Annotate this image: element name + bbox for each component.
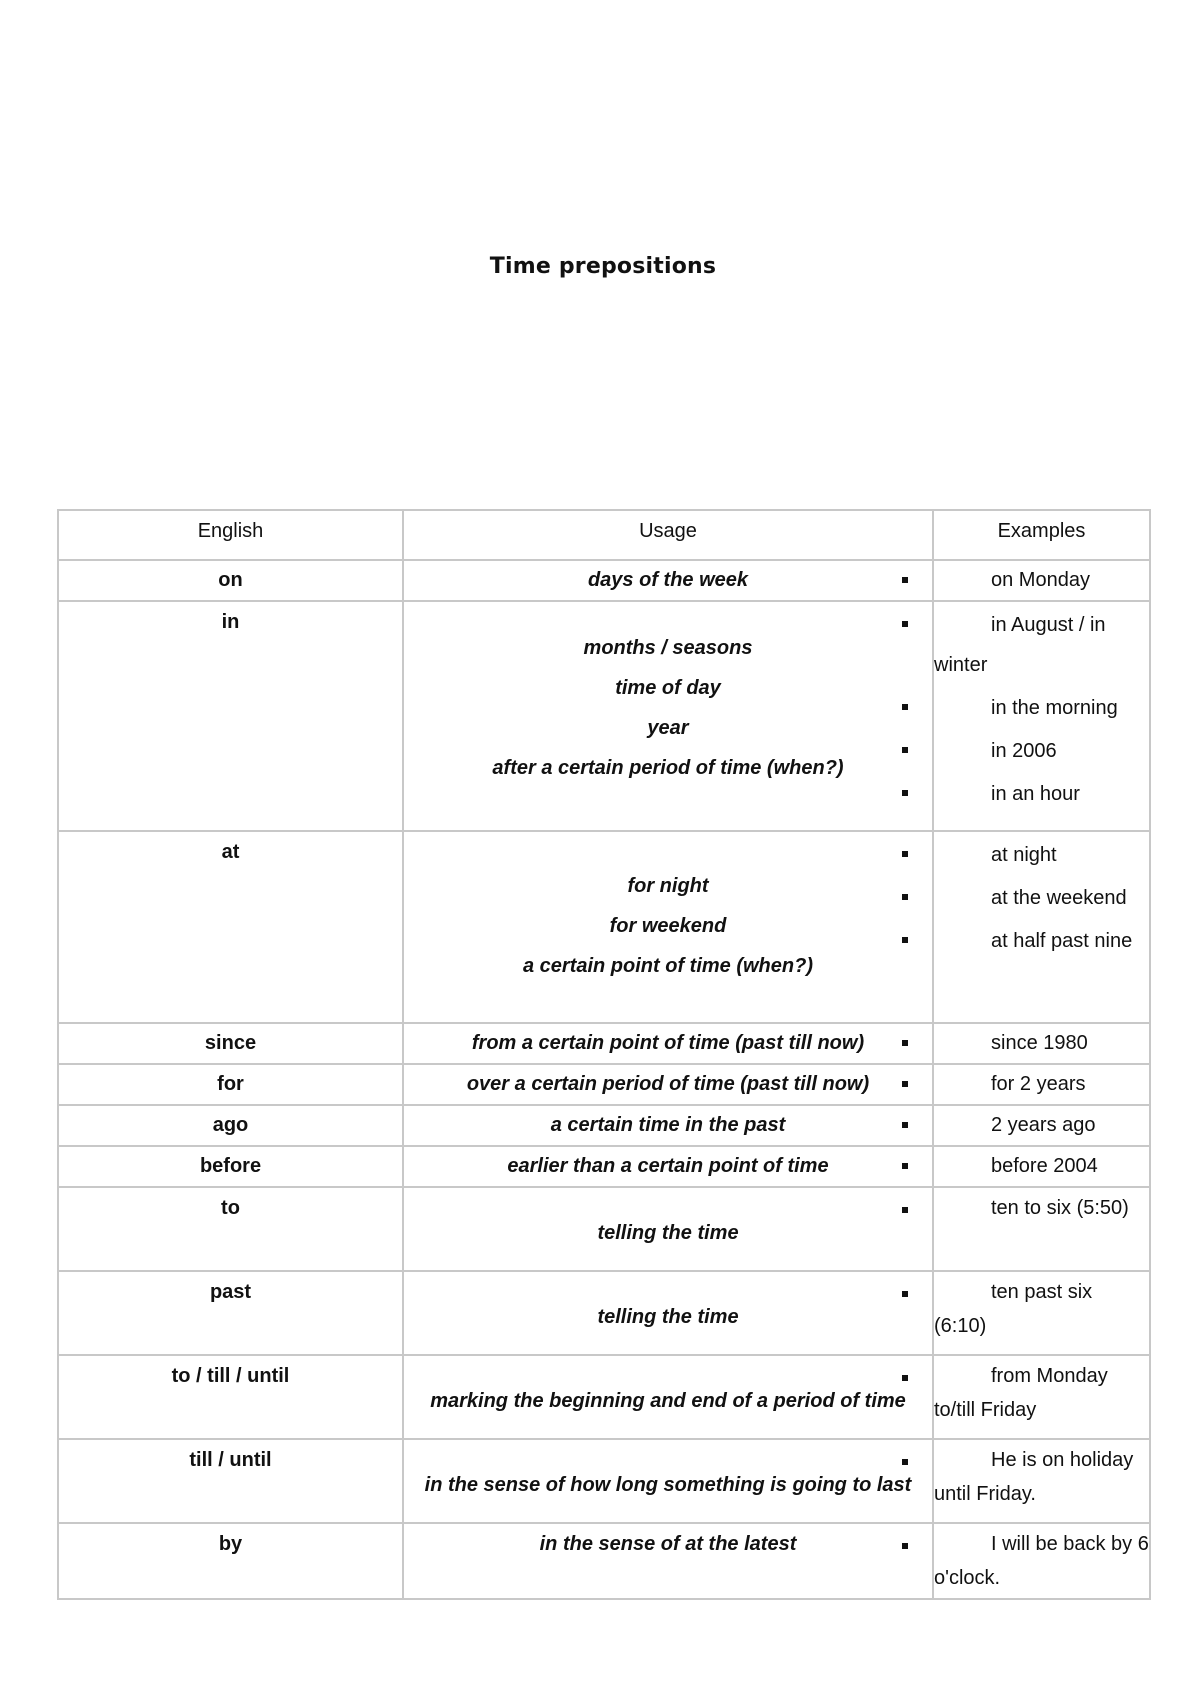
usage-cell — [403, 1023, 933, 1064]
example-item: ten to six (5:50) — [934, 1191, 1149, 1225]
examples-cell — [933, 1064, 1150, 1105]
bullet-icon — [902, 1375, 908, 1381]
bullet-icon — [902, 621, 908, 627]
usage-text: telling the time — [597, 1306, 739, 1328]
bullet-icon — [902, 1122, 908, 1128]
table-row — [58, 1023, 1150, 1064]
bullet-icon — [902, 704, 908, 710]
usage-text: year — [647, 717, 689, 739]
bullet-icon — [902, 1459, 908, 1465]
example-item: since 1980 — [934, 1024, 1149, 1063]
english-cell: by — [58, 1523, 403, 1599]
example-item: He is on holiday until Friday. — [934, 1443, 1149, 1511]
table-row — [58, 1146, 1150, 1187]
example-item: in August / in winter — [934, 605, 1149, 685]
page-title: Time prepositions — [489, 254, 717, 279]
usage-cell — [403, 1439, 933, 1523]
example-item: I will be back by 6 o'clock. — [934, 1527, 1149, 1595]
examples-cell — [933, 1187, 1150, 1271]
example-item: 2 years ago — [934, 1106, 1149, 1145]
table-row — [58, 1064, 1150, 1105]
example-item: on Monday — [934, 561, 1149, 600]
example-item: in an hour — [934, 774, 1149, 814]
english-cell: ago — [58, 1105, 403, 1146]
table-row — [58, 1187, 1150, 1271]
bullet-icon — [902, 937, 908, 943]
usage-text: months / seasons — [583, 637, 753, 659]
english-cell: past — [58, 1271, 403, 1355]
examples-cell — [933, 1523, 1150, 1599]
usage-cell — [403, 1187, 933, 1271]
usage-text: a certain time in the past — [550, 1114, 786, 1136]
table-row — [58, 831, 1150, 1023]
example-item: in the morning — [934, 688, 1149, 728]
table-row — [58, 560, 1150, 601]
usage-text: time of day — [615, 677, 721, 699]
prepositions-table — [57, 509, 1151, 1600]
usage-text: from a certain point of time (past till now) — [471, 1032, 865, 1054]
usage-text: telling the time — [597, 1222, 739, 1244]
usage-cell — [403, 1523, 933, 1599]
example-item: from Monday to/till Friday — [934, 1359, 1149, 1427]
table-row — [58, 1439, 1150, 1523]
english-cell: at — [58, 831, 403, 1023]
table-row — [58, 1105, 1150, 1146]
usage-cell — [403, 1105, 933, 1146]
example-item: for 2 years — [934, 1065, 1149, 1104]
english-cell: to — [58, 1187, 403, 1271]
usage-cell — [403, 601, 933, 831]
english-cell: since — [58, 1023, 403, 1064]
usage-text: earlier than a certain point of time — [507, 1155, 829, 1177]
header-examples: Examples — [933, 510, 1150, 560]
table-row — [58, 601, 1150, 831]
usage-cell — [403, 1271, 933, 1355]
usage-text: marking the beginning and end of a period of time — [430, 1390, 906, 1412]
examples-cell — [933, 601, 1150, 831]
bullet-icon — [902, 1040, 908, 1046]
usage-text: in the sense of how long something is going to last — [424, 1474, 912, 1496]
english-cell: in — [58, 601, 403, 831]
examples-cell — [933, 1146, 1150, 1187]
usage-cell — [403, 1146, 933, 1187]
examples-cell — [933, 1271, 1150, 1355]
bullet-icon — [902, 577, 908, 583]
examples-cell — [933, 560, 1150, 601]
example-item: at the weekend — [934, 878, 1149, 918]
english-cell: on — [58, 560, 403, 601]
examples-cell — [933, 1439, 1150, 1523]
example-item: before 2004 — [934, 1147, 1149, 1186]
usage-cell — [403, 560, 933, 601]
english-cell: for — [58, 1064, 403, 1105]
example-item: in 2006 — [934, 731, 1149, 771]
examples-cell — [933, 1023, 1150, 1064]
table-header-row — [58, 510, 1150, 560]
english-cell: till / until — [58, 1439, 403, 1523]
header-usage: Usage — [403, 510, 933, 560]
usage-text: for night — [627, 875, 709, 897]
bullet-icon — [902, 1207, 908, 1213]
bullet-icon — [902, 1081, 908, 1087]
table-row — [58, 1523, 1150, 1599]
usage-cell — [403, 1355, 933, 1439]
examples-cell — [933, 831, 1150, 1023]
bullet-icon — [902, 1291, 908, 1297]
usage-text: for weekend — [609, 915, 727, 937]
header-english: English — [58, 510, 403, 560]
english-cell: before — [58, 1146, 403, 1187]
bullet-icon — [902, 894, 908, 900]
english-cell: to / till / until — [58, 1355, 403, 1439]
example-item: at half past nine — [934, 921, 1149, 961]
example-item: at night — [934, 835, 1149, 875]
bullet-icon — [902, 747, 908, 753]
usage-text: days of the week — [587, 569, 749, 591]
usage-text: in the sense of at the latest — [539, 1533, 797, 1555]
bullet-icon — [902, 851, 908, 857]
usage-cell — [403, 831, 933, 1023]
usage-text: a certain point of time (when?) — [522, 955, 813, 977]
bullet-icon — [902, 790, 908, 796]
table-row — [58, 1271, 1150, 1355]
bullet-icon — [902, 1163, 908, 1169]
usage-text: after a certain period of time (when?) — [492, 757, 844, 779]
usage-text: over a certain period of time (past till now) — [466, 1073, 870, 1095]
table-row — [58, 1355, 1150, 1439]
examples-cell — [933, 1105, 1150, 1146]
examples-cell — [933, 1355, 1150, 1439]
usage-cell — [403, 1064, 933, 1105]
bullet-icon — [902, 1543, 908, 1549]
example-item: ten past six (6:10) — [934, 1275, 1149, 1343]
